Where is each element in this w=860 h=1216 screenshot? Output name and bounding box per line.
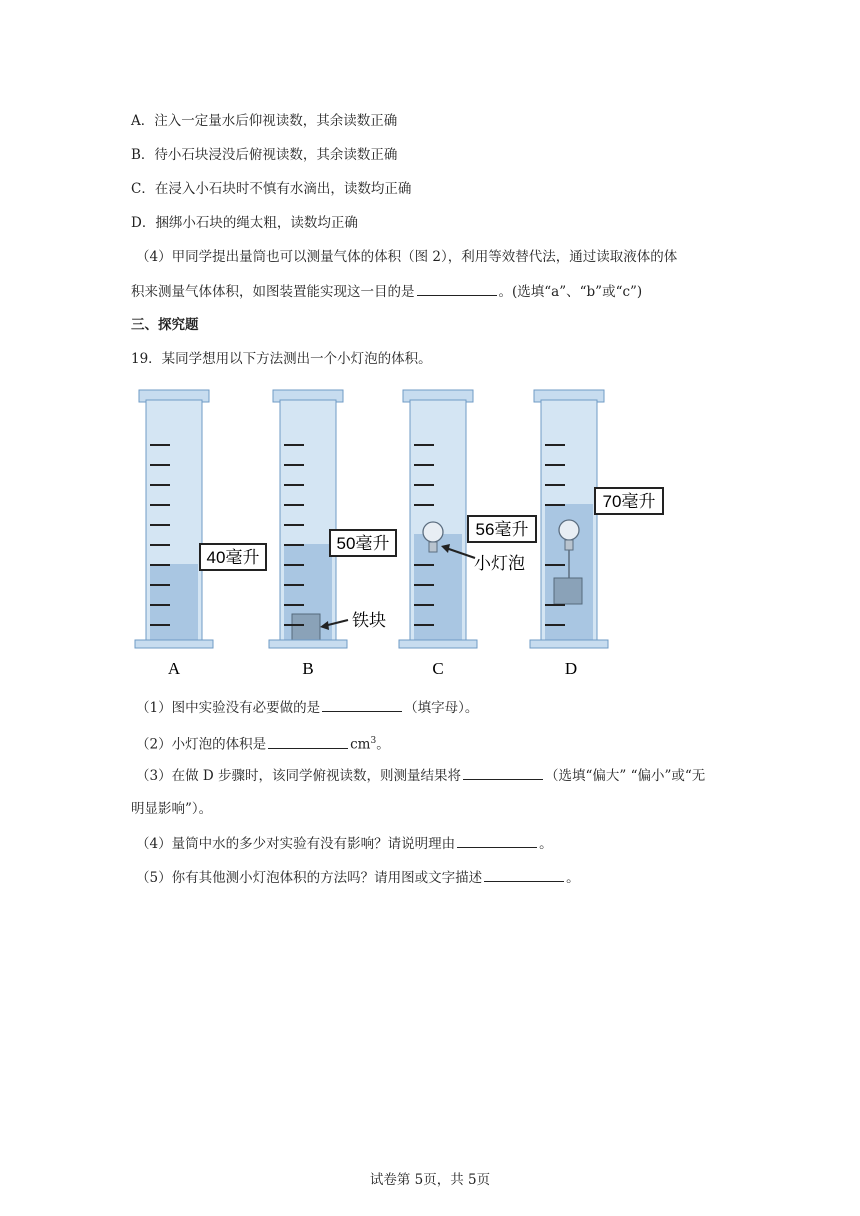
- q19-sub3-cont: 明显影响”）。: [131, 801, 213, 817]
- answer-blank: [268, 734, 348, 749]
- q19-sub5: [136, 867, 580, 888]
- label-b: B: [302, 659, 314, 678]
- q19-sub4-a: （4）量筒中水的多少对实验有没有影响？请说明理由: [136, 836, 456, 852]
- q19-sub5-b: 。: [566, 870, 580, 886]
- option-b: B．待小石块浸没后俯视读数，其余读数正确: [131, 147, 398, 163]
- q4-line2-a: 积来测量气体体积，如图装置能实现这一目的是: [131, 284, 415, 300]
- option-d: D．捆绑小石块的绳太粗，读数均正确: [131, 215, 358, 231]
- q19-sub1-a: （1）图中实验没有必要做的是: [136, 700, 321, 716]
- q19-stem: 19．某同学想用以下方法测出一个小灯泡的体积。: [131, 351, 432, 367]
- answer-blank: [484, 867, 564, 882]
- q19-sub4: [136, 833, 553, 854]
- option-a: A．注入一定量水后仰视读数，其余读数正确: [131, 113, 398, 129]
- q19-sub2-end: 。: [376, 736, 390, 753]
- answer-blank: [417, 281, 497, 296]
- label-a: A: [167, 659, 181, 678]
- q19-sub1: [136, 697, 478, 718]
- cylinder-d: [530, 390, 663, 678]
- cylinder-c: [399, 390, 536, 678]
- reading-d: 70毫升: [602, 492, 656, 511]
- answer-blank: [463, 765, 543, 780]
- q19-sub2-a: （2）小灯泡的体积是: [136, 736, 267, 753]
- reading-b: 50毫升: [336, 534, 390, 553]
- q19-sub5-a: （5）你有其他测小灯泡体积的方法吗？请用图或文字描述: [136, 870, 483, 886]
- q19-sub3-a: （3）在做 D 步骤时，该同学俯视读数，则测量结果将: [136, 768, 461, 784]
- q19-sub4-b: 。: [539, 836, 553, 852]
- q19-sub3: [136, 765, 705, 786]
- cylinder-a: [135, 390, 266, 678]
- q19-sub2: [136, 731, 390, 755]
- q4-line2: [131, 281, 642, 302]
- page-footer: 试卷第 5页，共 5页: [369, 1172, 491, 1188]
- reading-a: 40毫升: [206, 548, 260, 567]
- q19-sub2-unit: cm: [350, 736, 371, 753]
- bulb-label: 小灯泡: [474, 554, 525, 574]
- q19-sub3-b: （选填“偏大” “偏小”或“无: [545, 768, 706, 784]
- q4-line2-b: 。(选填“a”、“b”或“c”): [498, 284, 643, 300]
- iron-block-label: 铁块: [352, 611, 386, 631]
- label-d: D: [564, 659, 578, 678]
- label-c: C: [432, 659, 444, 678]
- option-c: C．在浸入小石块时不慎有水滴出，读数均正确: [131, 181, 412, 197]
- answer-blank: [457, 833, 537, 848]
- q19-sub1-b: （填字母）。: [404, 700, 479, 716]
- graduated-cylinders-figure: [130, 382, 670, 680]
- section-title: 三、探究题: [131, 317, 199, 333]
- q19-sub2-sup: 3: [370, 736, 377, 746]
- answer-blank: [322, 697, 402, 712]
- reading-c: 56毫升: [475, 520, 529, 539]
- q4-line1: （4）甲同学提出量筒也可以测量气体的体积（图 2），利用等效替代法，通过读取液体的体: [136, 249, 678, 265]
- cylinder-b: [269, 390, 396, 678]
